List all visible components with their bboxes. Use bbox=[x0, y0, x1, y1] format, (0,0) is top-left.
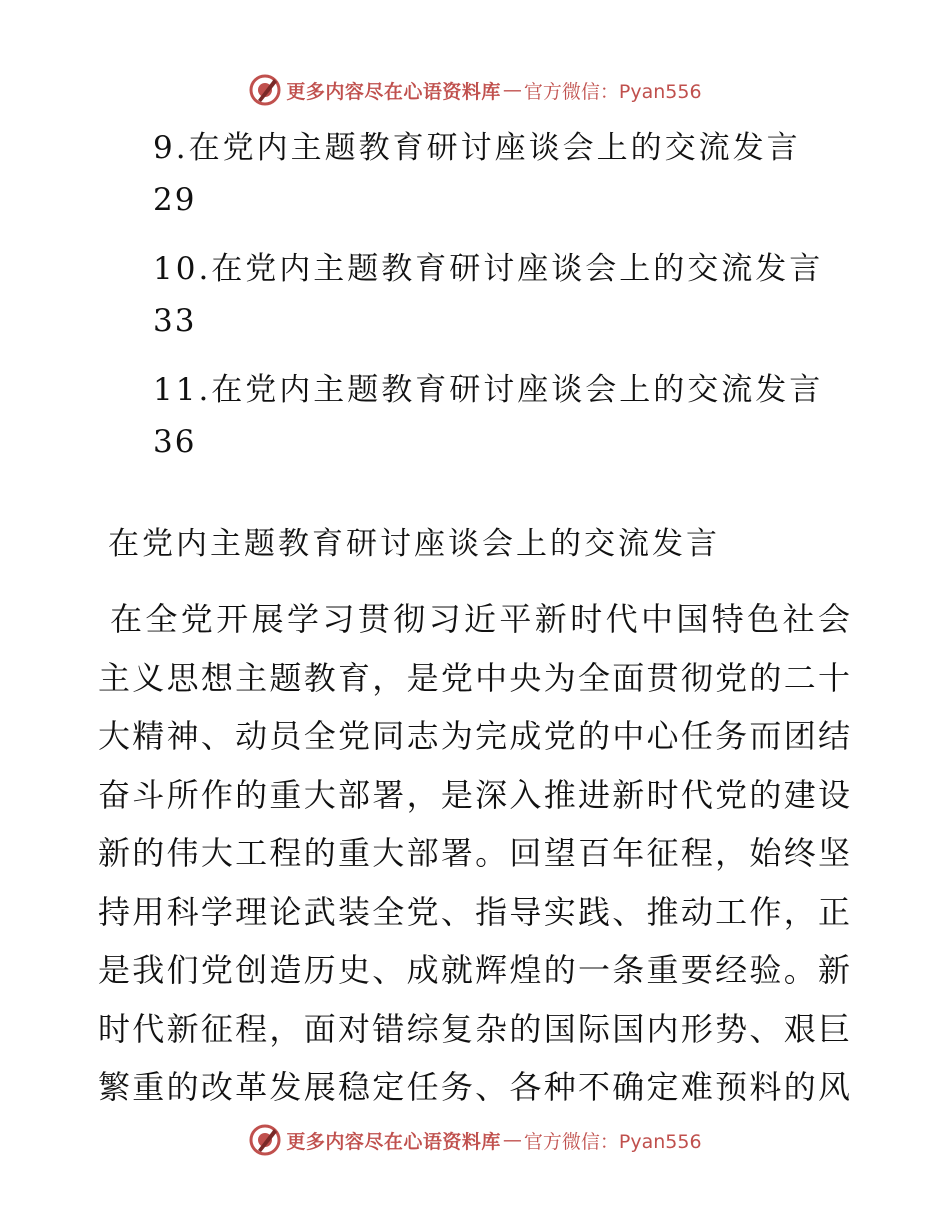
body-line: 是我们党创造历史、成就辉煌的一条重要经验。新 bbox=[98, 951, 850, 989]
toc-entry-page: 36 bbox=[153, 424, 197, 460]
body-line: 在全党开展学习贯彻习近平新时代中国特色社会 bbox=[110, 600, 850, 638]
article-body bbox=[98, 590, 850, 1117]
watermark-text: 更多内容尽在心语资料库 bbox=[286, 80, 501, 103]
toc-entry-page: 29 bbox=[153, 182, 197, 218]
toc-entry-title: 9.在党内主题教育研讨座谈会上的交流发言 bbox=[153, 130, 801, 166]
toc-entry bbox=[153, 364, 853, 468]
body-line: 主义思想主题教育，是党中央为全面贯彻党的二十 bbox=[98, 658, 850, 697]
toc-entry-title: 11.在党内主题教育研讨座谈会上的交流发言 bbox=[153, 372, 824, 408]
toc-entry-title: 10.在党内主题教育研讨座谈会上的交流发言 bbox=[153, 251, 824, 287]
watermark-separator: — bbox=[502, 79, 522, 101]
body-line: 持用科学理论武装全党、指导实践、推动工作，正 bbox=[98, 892, 850, 931]
article-title: 在党内主题教育研讨座谈会上的交流发言 bbox=[108, 526, 720, 562]
body-line: 繁重的改革发展稳定任务、各种不确定难预料的风 bbox=[98, 1068, 850, 1106]
toc-entry-page: 33 bbox=[153, 303, 197, 339]
body-line: 新的伟大工程的重大部署。回望百年征程，始终坚 bbox=[98, 834, 850, 872]
watermark-separator: — bbox=[502, 1129, 522, 1151]
header-watermark bbox=[0, 70, 950, 110]
watermark-contact: 官方微信：Pyan556 bbox=[523, 80, 702, 103]
toc-entry bbox=[153, 122, 853, 226]
body-line: 奋斗所作的重大部署，是深入推进新时代党的建设 bbox=[98, 775, 850, 814]
quill-logo-icon bbox=[248, 73, 282, 107]
footer-watermark bbox=[0, 1120, 950, 1160]
body-line: 时代新征程，面对错综复杂的国际国内形势、艰巨 bbox=[98, 1009, 850, 1048]
body-line: 大精神、动员全党同志为完成党的中心任务而团结 bbox=[98, 717, 850, 755]
watermark-contact: 官方微信：Pyan556 bbox=[523, 1130, 702, 1153]
quill-logo-icon bbox=[248, 1123, 282, 1157]
watermark-text: 更多内容尽在心语资料库 bbox=[286, 1130, 501, 1153]
table-of-contents bbox=[153, 122, 853, 485]
toc-entry bbox=[153, 243, 853, 347]
